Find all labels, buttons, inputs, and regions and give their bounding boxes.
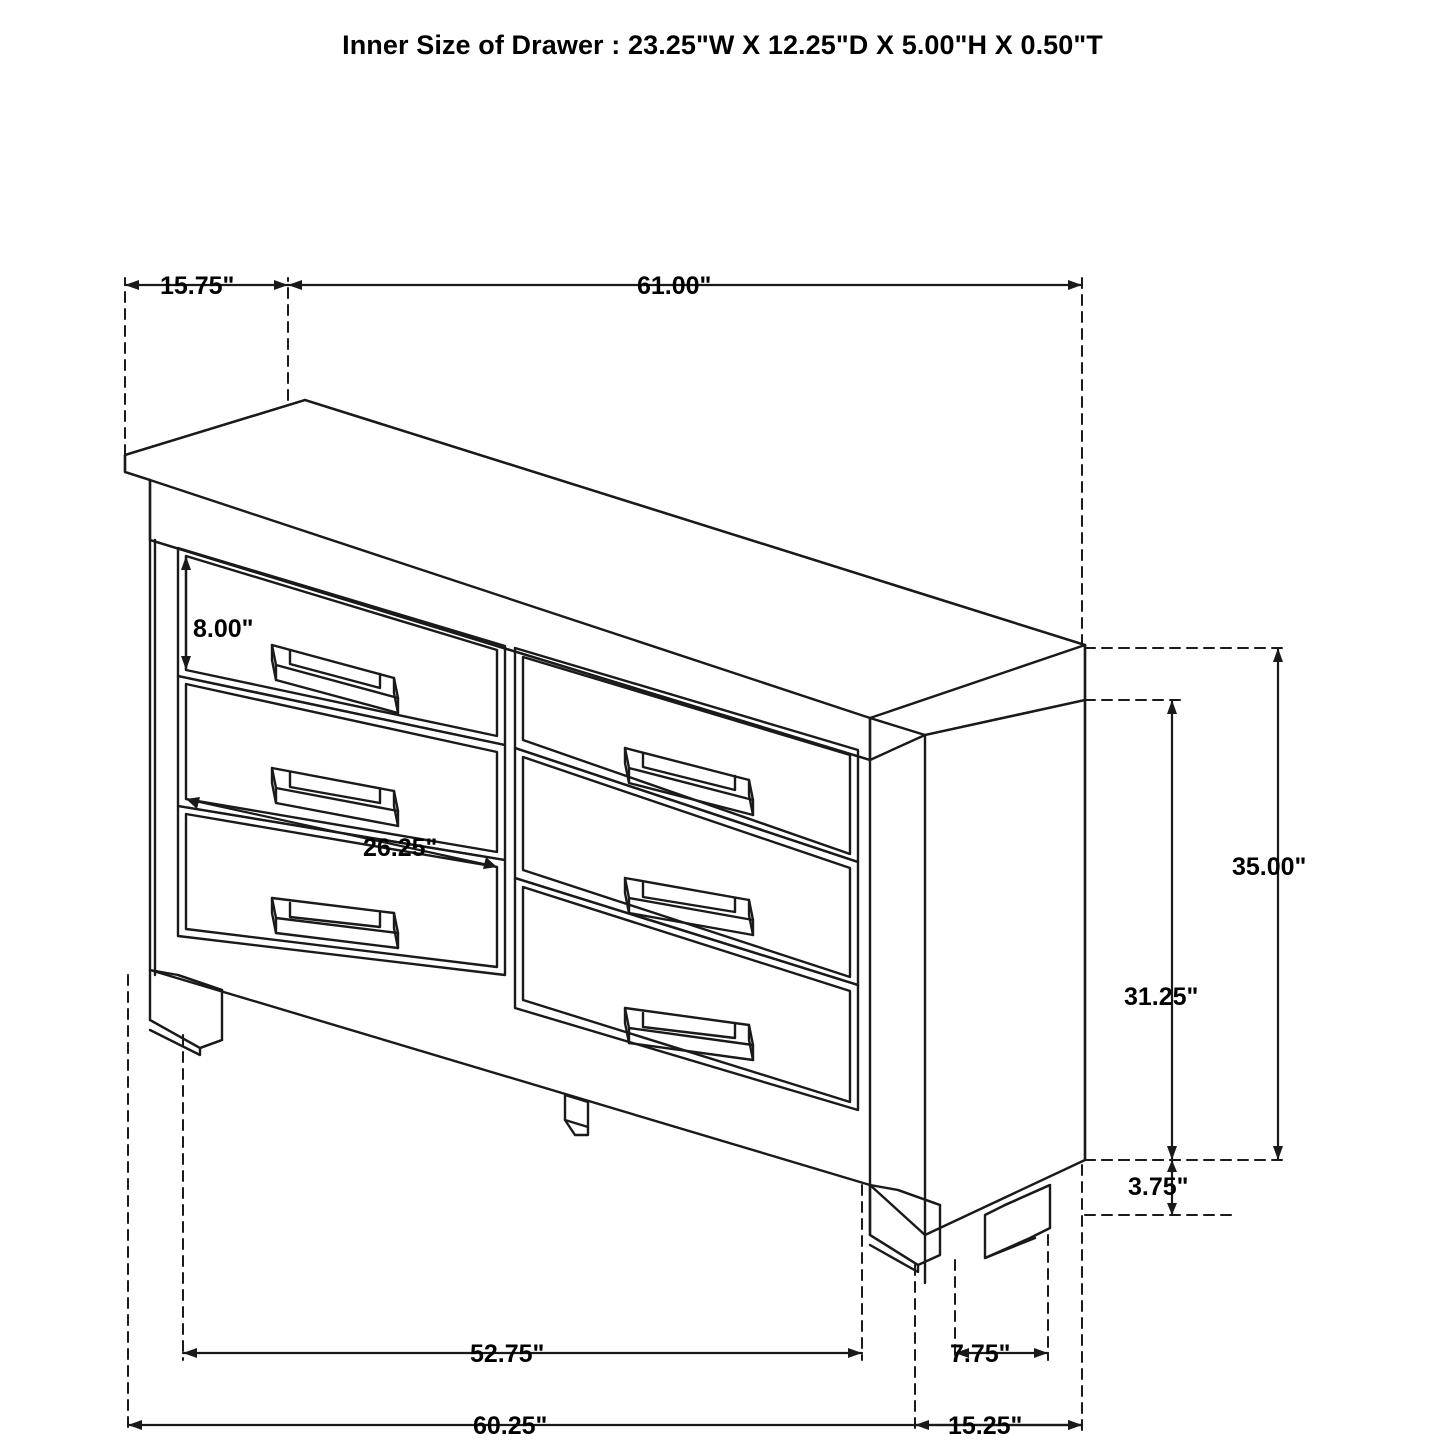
dim-side-inset: 7.75" — [950, 1340, 1011, 1368]
dim-side-depth: 15.25" — [948, 1412, 1023, 1440]
dim-cabinet-height: 31.25" — [1124, 983, 1199, 1011]
dim-base-width: 52.75" — [470, 1340, 545, 1368]
dim-overall-width: 60.25" — [473, 1412, 548, 1440]
dim-depth-top: 15.75" — [160, 272, 235, 300]
page-title: Inner Size of Drawer : 23.25"W X 12.25"D X 5.00"H X 0.50"T — [342, 30, 1103, 60]
dim-drawer-face-height: 8.00" — [193, 615, 254, 643]
dim-total-height: 35.00" — [1232, 853, 1307, 881]
dim-leg-height: 3.75" — [1128, 1173, 1189, 1201]
dim-drawer-face-width: 26.25" — [363, 834, 438, 862]
dim-width-top: 61.00" — [637, 272, 712, 300]
